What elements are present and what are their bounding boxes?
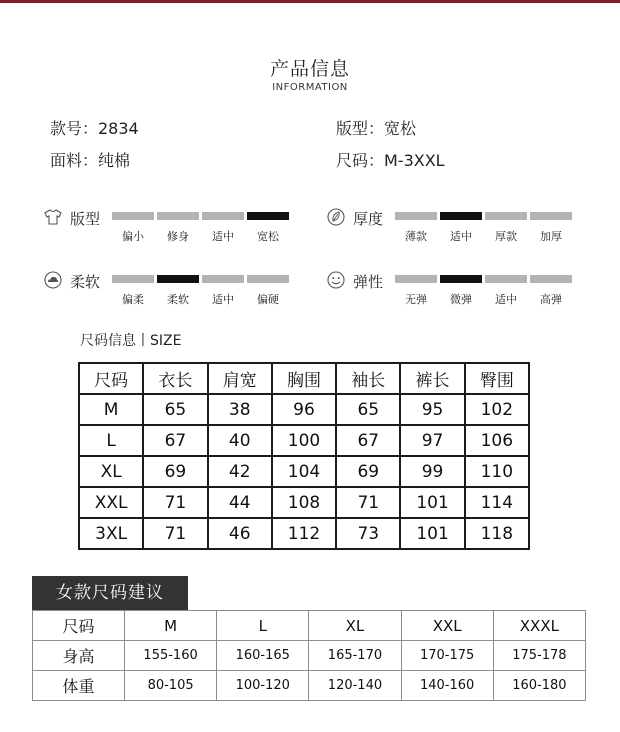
table-cell: 118: [465, 518, 529, 549]
table-cell: 140-160: [401, 671, 493, 701]
table-cell: 110: [465, 456, 529, 487]
table-cell: 3XL: [79, 518, 143, 549]
table-cell: 73: [336, 518, 400, 549]
table-header-cell: 身高: [33, 641, 125, 671]
table-row: [79, 456, 529, 487]
scale-segment: [485, 212, 527, 220]
table-row: [79, 425, 529, 456]
table-row: [33, 641, 586, 671]
table-cell: 40: [208, 425, 272, 456]
scale-label: 适中: [450, 230, 472, 243]
cloud-icon: [44, 271, 62, 289]
scale-segment: [112, 275, 154, 283]
scale-name: 柔软: [70, 273, 101, 291]
scale-fit: [44, 208, 294, 248]
table-cell: 100: [272, 425, 336, 456]
table-cell: 100-120: [217, 671, 309, 701]
table-cell: 170-175: [401, 641, 493, 671]
table-header-cell: 臀围: [465, 363, 529, 394]
table-cell: 120-140: [309, 671, 401, 701]
table-cell: 160-180: [493, 671, 585, 701]
scale-label: 适中: [495, 293, 517, 306]
table-cell: XL: [79, 456, 143, 487]
table-header-cell: 肩宽: [208, 363, 272, 394]
scale-label: 厚款: [495, 230, 517, 243]
scale-segment: [530, 212, 572, 220]
scale-segment: [395, 212, 437, 220]
table-cell: 38: [208, 394, 272, 425]
table-header-cell: 衣长: [143, 363, 207, 394]
leaf-icon: [327, 208, 345, 226]
scale-label: 适中: [212, 293, 234, 306]
table-header-cell: 体重: [33, 671, 125, 701]
table-cell: 97: [400, 425, 464, 456]
scale-segment: [440, 212, 482, 220]
scale-name: 版型: [70, 210, 101, 228]
table-cell: 67: [336, 425, 400, 456]
table-cell: 155-160: [125, 641, 217, 671]
table-header-row: [79, 363, 529, 394]
scale-segment: [395, 275, 437, 283]
scale-segment: [485, 275, 527, 283]
table-cell: 165-170: [309, 641, 401, 671]
table-cell: 65: [143, 394, 207, 425]
table-cell: 69: [336, 456, 400, 487]
table-cell: 106: [465, 425, 529, 456]
table-row: [79, 394, 529, 425]
shirt-icon: [44, 208, 62, 226]
table-cell: 65: [336, 394, 400, 425]
scale-label: 薄款: [405, 230, 427, 243]
table-cell: XXL: [79, 487, 143, 518]
scale-label: 适中: [212, 230, 234, 243]
table-header-cell: 尺码: [33, 611, 125, 641]
scale-label: 偏柔: [122, 293, 144, 306]
table-cell: 80-105: [125, 671, 217, 701]
table-row: [79, 518, 529, 549]
table-cell: 101: [400, 487, 464, 518]
table-row: [33, 611, 586, 641]
scale-segment: [247, 275, 289, 283]
table-header-cell: 胸围: [272, 363, 336, 394]
table-cell: 69: [143, 456, 207, 487]
table-cell: 96: [272, 394, 336, 425]
table-cell: 99: [400, 456, 464, 487]
table-cell: 46: [208, 518, 272, 549]
table-cell: XXXL: [493, 611, 585, 641]
table-cell: 71: [336, 487, 400, 518]
table-cell: 108: [272, 487, 336, 518]
scale-label: 宽松: [257, 230, 279, 243]
table-cell: 42: [208, 456, 272, 487]
table-cell: XL: [309, 611, 401, 641]
women-size-table: [32, 610, 586, 701]
table-cell: L: [79, 425, 143, 456]
scale-label: 加厚: [540, 230, 562, 243]
scale-segment: [157, 212, 199, 220]
table-cell: M: [125, 611, 217, 641]
table-cell: 71: [143, 518, 207, 549]
fabric: 面料：纯棉: [50, 151, 131, 170]
scale-segment: [202, 275, 244, 283]
table-cell: 44: [208, 487, 272, 518]
scale-thickness: [327, 208, 577, 248]
table-cell: M: [79, 394, 143, 425]
scale-segment: [157, 275, 199, 283]
women-size-heading: 女款尺码建议: [32, 576, 188, 611]
scale-label: 微弹: [450, 293, 472, 306]
table-cell: 114: [465, 487, 529, 518]
table-header-cell: 袖长: [336, 363, 400, 394]
table-header-cell: 尺码: [79, 363, 143, 394]
top-accent-line: [0, 0, 620, 3]
size-table-heading: 尺码信息丨SIZE: [80, 333, 182, 349]
scale-label: 柔软: [167, 293, 189, 306]
scale-elasticity: [327, 271, 577, 311]
scale-label: 偏小: [122, 230, 144, 243]
style-number: 款号：2834: [50, 119, 139, 138]
table-cell: 101: [400, 518, 464, 549]
page-title: 产品信息: [269, 58, 350, 80]
table-cell: 175-178: [493, 641, 585, 671]
table-cell: 67: [143, 425, 207, 456]
scale-segment: [112, 212, 154, 220]
table-cell: 104: [272, 456, 336, 487]
table-cell: 112: [272, 518, 336, 549]
scale-name: 弹性: [353, 273, 384, 291]
scale-segment: [530, 275, 572, 283]
scale-name: 厚度: [353, 210, 384, 228]
scale-segment: [247, 212, 289, 220]
table-cell: 71: [143, 487, 207, 518]
size-range: 尺码：M-3XXL: [336, 151, 445, 170]
table-cell: 95: [400, 394, 464, 425]
table-cell: XXL: [401, 611, 493, 641]
table-row: [79, 487, 529, 518]
smiley-icon: [327, 271, 345, 289]
size-table: [78, 362, 530, 550]
fit-type: 版型：宽松: [336, 119, 417, 138]
scale-label: 偏硬: [257, 293, 279, 306]
page-subtitle: INFORMATION: [272, 82, 348, 93]
scale-label: 高弹: [540, 293, 562, 306]
scale-softness: [44, 271, 294, 311]
scale-label: 修身: [167, 230, 189, 243]
scale-segment: [440, 275, 482, 283]
table-cell: L: [217, 611, 309, 641]
table-header-cell: 裤长: [400, 363, 464, 394]
table-cell: 160-165: [217, 641, 309, 671]
table-cell: 102: [465, 394, 529, 425]
scale-label: 无弹: [405, 293, 427, 306]
scale-segment: [202, 212, 244, 220]
table-row: [33, 671, 586, 701]
